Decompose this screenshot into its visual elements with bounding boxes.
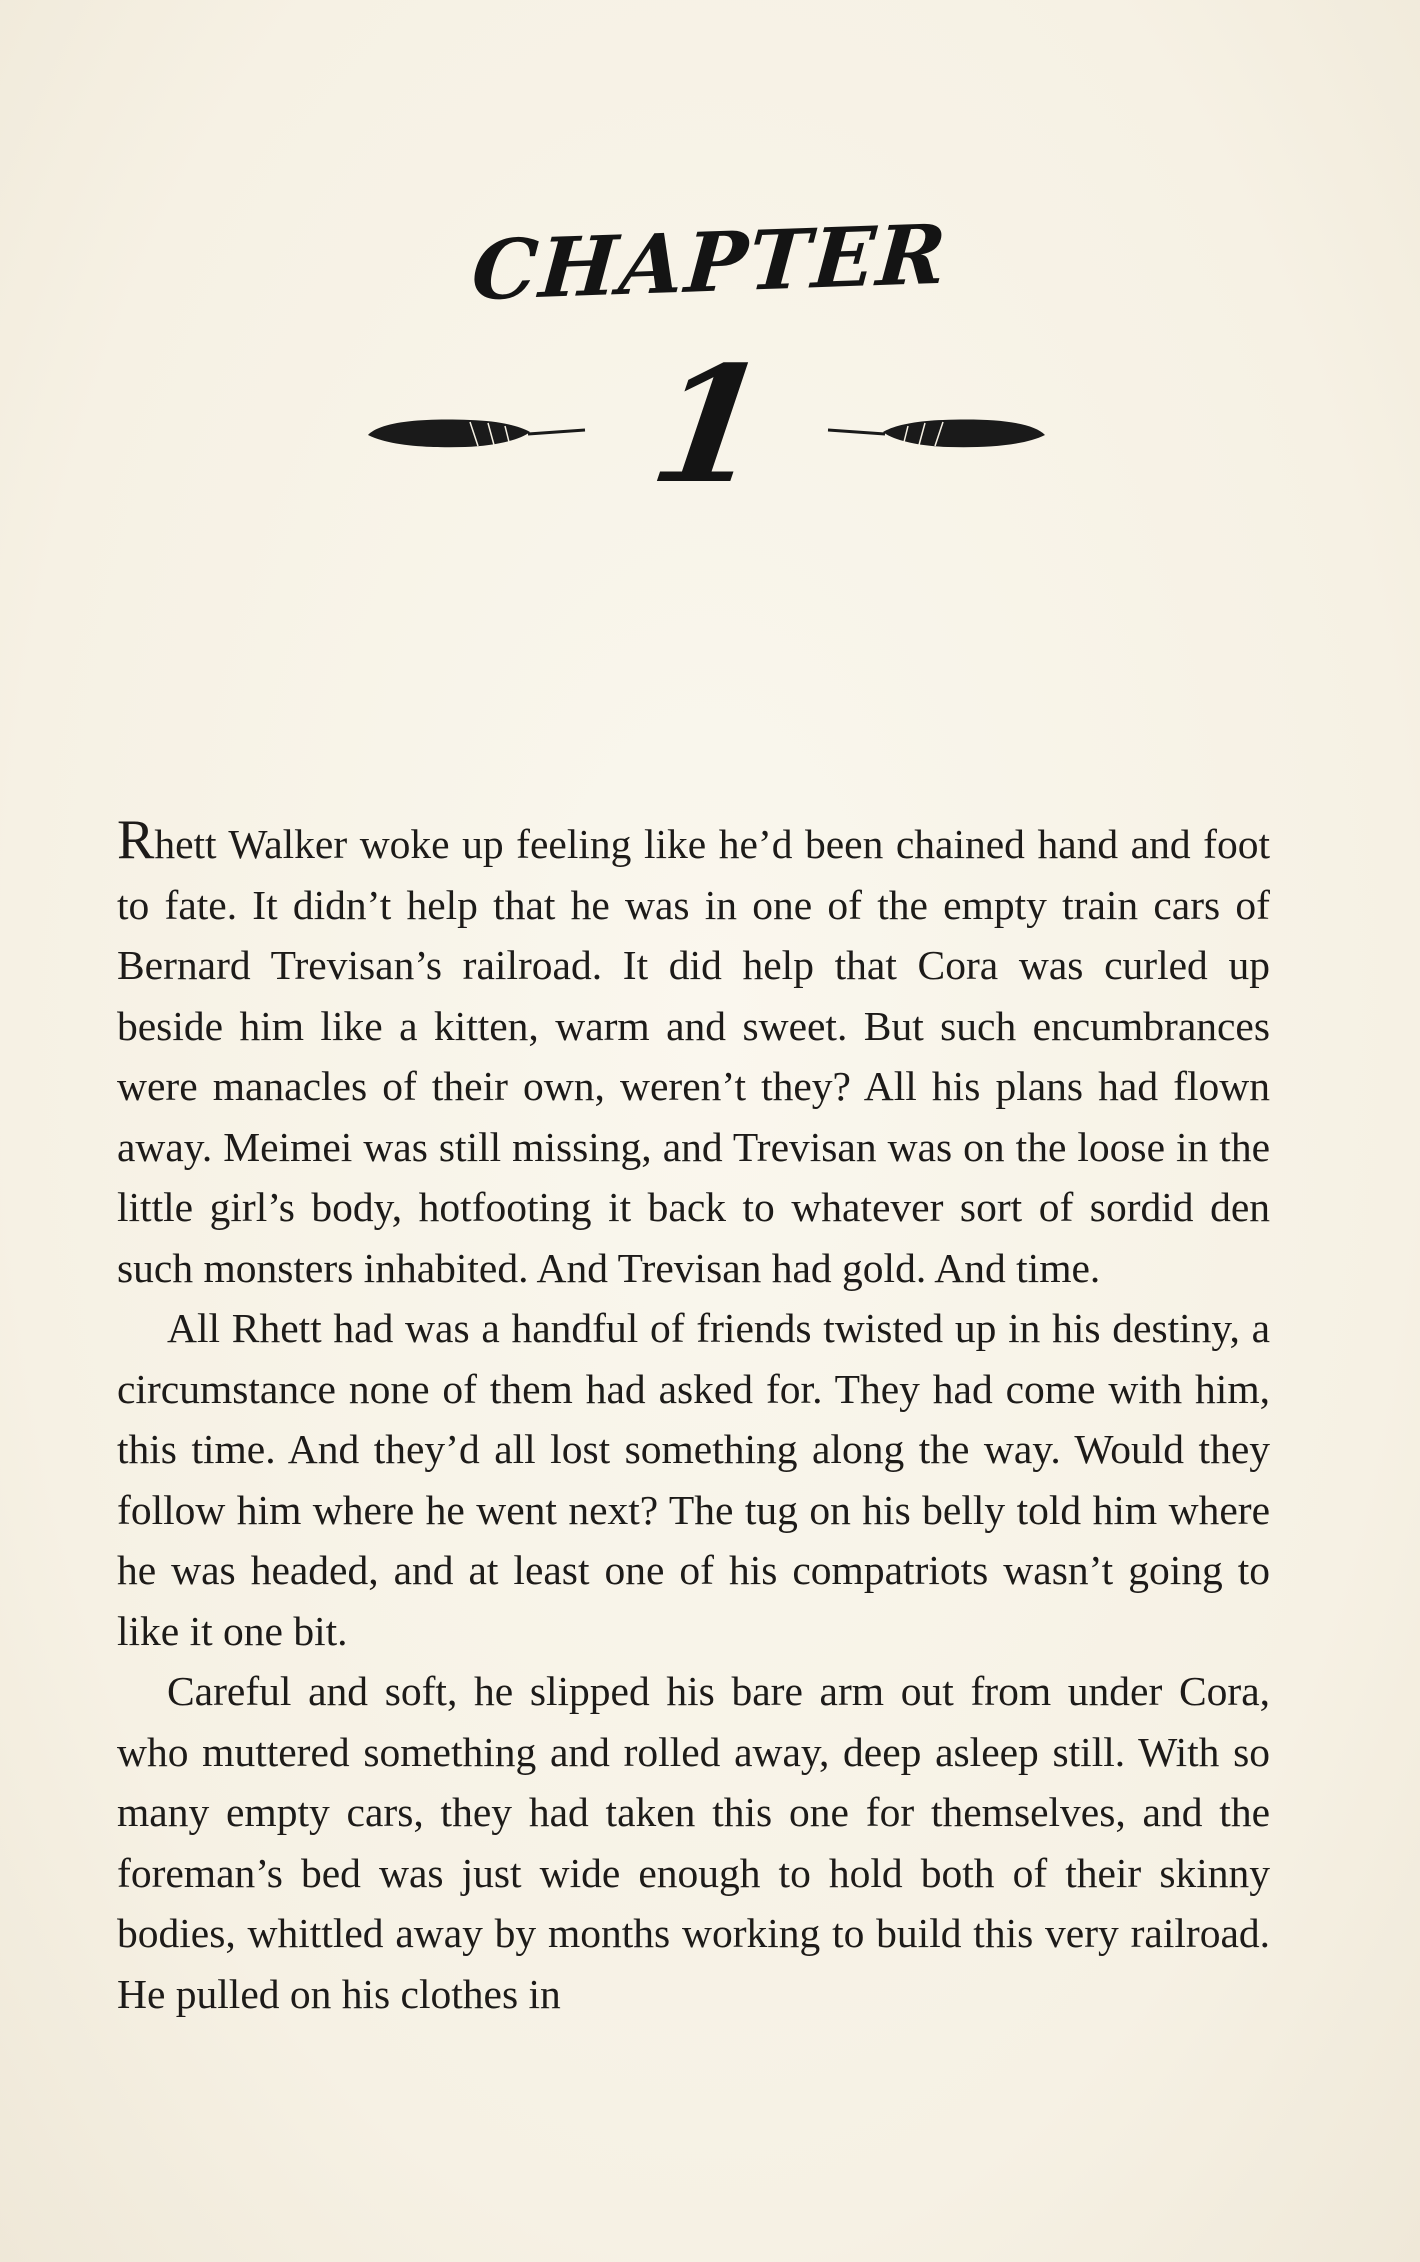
- paragraph: [117, 809, 1270, 1298]
- chapter-body: [117, 809, 1270, 2024]
- chapter-number: 1: [641, 331, 779, 519]
- paragraph: Careful and soft, he slipped his bare arm out from under Cora, who muttered something and rolled away, deep asleep still. With so many empty cars, they had taken this one for themselves, and the foreman’s bed was just wide enough to hold both of their skinny bodies, whittled away by months working to build this very railroad. He pulled on his clothes in: [117, 1668, 1270, 2017]
- paragraph: All Rhett had was a handful of friends twisted up in his destiny, a circumstance none of them had asked for. They had come with him, this time. And they’d all lost something along the way. Would they follow him where he went next? The tug on his belly told him where he was headed, and at least one of his compatriots wasn’t going to like it one bit.: [117, 1305, 1270, 1654]
- chapter-heading: [0, 206, 1420, 320]
- paragraph-text: hett Walker woke up feeling like he’d been chained hand and foot to fate. It didn’t help that he was in one of the empty train cars of Bernard Trevisan’s railroad. It did help that Cora was curled up beside him like a kitten, warm and sweet. But such encumbrances were manacles of their own, weren’t they? All his plans had flown away. Meimei was still missing, and Trevisan was on the loose in the little girl’s body, hotfooting it back to whatever sort of sordid den such monsters inhabited. And Trevisan had gold. And time.: [117, 821, 1270, 1291]
- drop-cap: R: [117, 809, 155, 871]
- chapter-word: CHAPTER: [469, 206, 951, 320]
